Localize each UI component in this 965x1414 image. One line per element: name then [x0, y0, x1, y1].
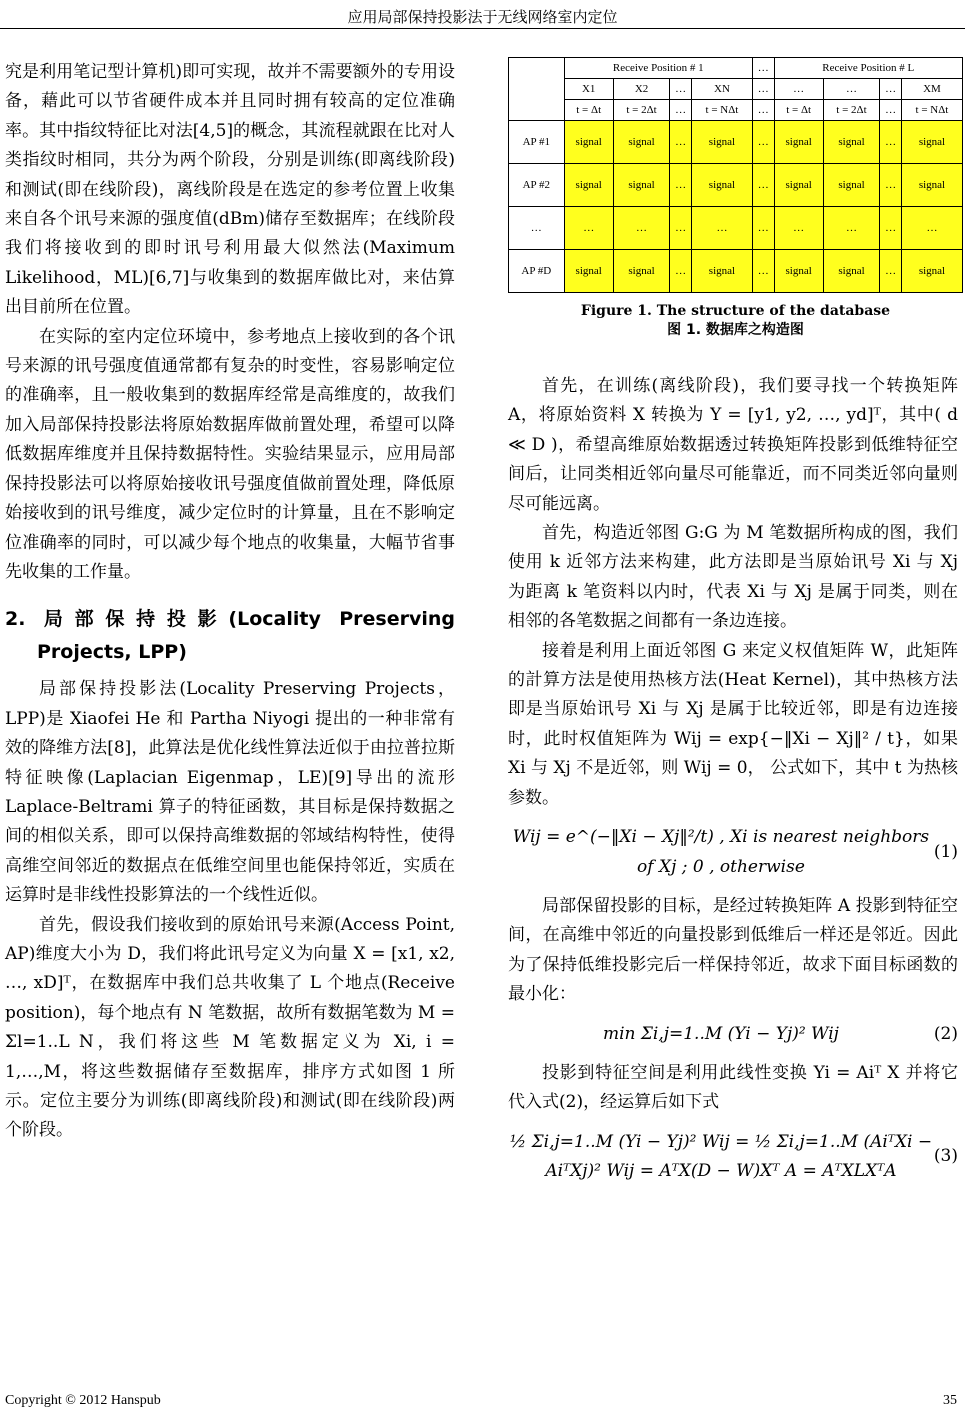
signal-cell: signal: [613, 250, 670, 293]
x-label: XM: [901, 79, 962, 100]
signal-cell: signal: [613, 164, 670, 207]
signal-cell: signal: [564, 164, 613, 207]
signal-cell: signal: [901, 164, 962, 207]
signal-cell: signal: [774, 121, 823, 164]
signal-cell: signal: [823, 164, 880, 207]
x-label: X2: [613, 79, 670, 100]
ellipsis: …: [880, 250, 902, 293]
paragraph: 接着是利用上面近邻图 G 来定义权值矩阵 W，此矩阵的計算方法是使用热核方法(Heat Kernel)，其中热核方法即是当原始讯号 Xi 与 Xj 是属于比较近邻，即是有边连接时，此时权值矩阵为 Wij = exp{−‖Xi − Xj‖² / t}，如果 Xi 与 Xj 不是近邻，则 Wij = 0， 公式如下，其中 t 为热核参数。: [508, 640, 958, 808]
paragraph: 投影到特征空间是利用此线性变换 Yi = Aiᵀ X 并将它代入式(2)，经运算后如下式: [508, 1062, 958, 1113]
signal-cell: signal: [823, 121, 880, 164]
equation-number: (3): [933, 1146, 958, 1167]
equation-2: [508, 1020, 958, 1049]
paragraph: 首先，构造近邻图 G:G 为 M 笔数据所构成的图，我们使用 k 近邻方法来构建，此方法即是当原始讯号 Xi 与 Xj 为距离 k 笔资料以内时，代表 Xi 与 Xj 是属于同类，则在相邻的各笔数据之间都有一条边连接。: [508, 523, 958, 632]
ellipsis: …: [880, 100, 902, 121]
ellipsis: …: [880, 79, 902, 100]
signal-cell: signal: [564, 250, 613, 293]
signal-cell: signal: [613, 121, 670, 164]
time-label: t = 2Δt: [613, 100, 670, 121]
ellipsis: …: [880, 121, 902, 164]
x-label: XN: [691, 79, 752, 100]
ellipsis: …: [752, 79, 774, 100]
page-number: 35: [943, 1393, 957, 1408]
ellipsis: …: [670, 207, 692, 250]
x-label: X1: [564, 79, 613, 100]
time-label: t = Δt: [564, 100, 613, 121]
position-header: Receive Position # 1: [564, 58, 752, 79]
ellipsis: …: [613, 207, 670, 250]
ellipsis: …: [691, 207, 752, 250]
ellipsis: …: [880, 164, 902, 207]
position-header: Receive Position # L: [774, 58, 962, 79]
caption-english: Figure 1. The structure of the database: [580, 303, 891, 319]
ellipsis: …: [752, 207, 774, 250]
equation-body: ½ Σi,j=1..M (Yi − Yj)² Wij = ½ Σi,j=1..M (AiᵀXi − AiᵀXj)² Wij = AᵀX(D − W)Xᵀ A = AᵀXLXᵀA: [509, 1131, 933, 1182]
signal-cell: signal: [691, 121, 752, 164]
ellipsis: …: [901, 207, 962, 250]
right-column: [508, 372, 958, 1197]
ellipsis: …: [670, 79, 692, 100]
ellipsis: …: [823, 79, 880, 100]
equation-3: [508, 1128, 958, 1187]
signal-cell: signal: [774, 164, 823, 207]
paragraph: 首先，在训练(离线阶段)，我们要寻找一个转换矩阵 A，将原始资料 X 转换为 Y = [y1, y2, …, yd]ᵀ，其中( d ≪ D )，希望高维原始数据透过转换矩阵投影到低维特征空间后，让同类相近邻向量尽可能靠近，而不同类近邻向量则尽可能远离。: [508, 376, 958, 514]
ellipsis: …: [823, 207, 880, 250]
paragraph: 局部保留投影的目标，是经过转换矩阵 A 投影到特征空间，在高维中邻近的向量投影到低维后一样还是邻近。因此为了保持低维投影完后一样保持邻近，故求下面目标函数的最小化：: [508, 895, 958, 1005]
equation-body: Wij = e^(−‖Xi − Xj‖²/t) , Xi is nearest neighbors of Xj ; 0 , otherwise: [512, 827, 930, 877]
signal-cell: signal: [691, 164, 752, 207]
ellipsis: …: [670, 100, 692, 121]
ellipsis: …: [564, 207, 613, 250]
copyright: Copyright © 2012 Hanspub: [5, 1393, 161, 1408]
equation-body: min Σi,j=1..M (Yi − Yj)² Wij: [602, 1023, 839, 1044]
row-label: AP #D: [509, 250, 565, 293]
time-label: t = 2Δt: [823, 100, 880, 121]
ellipsis: …: [752, 164, 774, 207]
ellipsis: …: [774, 207, 823, 250]
ellipsis: …: [752, 58, 774, 79]
ellipsis: …: [670, 250, 692, 293]
left-column: [5, 58, 455, 1146]
running-header: 应用局部保持投影法于无线网络室内定位: [347, 8, 618, 26]
time-label: t = NΔt: [901, 100, 962, 121]
ellipsis: …: [880, 207, 902, 250]
equation-number: (1): [933, 841, 958, 862]
row-label: AP #1: [509, 121, 565, 164]
signal-cell: signal: [774, 250, 823, 293]
section-heading: 2. 局部保持投影(Locality Preserving Projects, LPP): [5, 608, 455, 664]
ellipsis: …: [752, 121, 774, 164]
time-label: t = Δt: [774, 100, 823, 121]
ellipsis: …: [752, 250, 774, 293]
signal-cell: signal: [901, 250, 962, 293]
row-label: AP #2: [509, 164, 565, 207]
signal-cell: signal: [564, 121, 613, 164]
ellipsis: …: [670, 164, 692, 207]
ellipsis: …: [774, 79, 823, 100]
figure-caption: [508, 302, 963, 340]
signal-cell: signal: [901, 121, 962, 164]
corner-cell: [509, 58, 565, 121]
equation-number: (2): [933, 1023, 958, 1044]
ellipsis: …: [670, 121, 692, 164]
equation-1: [508, 823, 958, 882]
paragraph: 在实际的室内定位环境中，参考地点上接收到的各个讯号来源的讯号强度值通常都有复杂的时变性，容易影响定位的准确率，且一般收集到的数据库经常是高维度的，故我们加入局部保持投影法将原始数据库做前置处理，希望可以降低数据库维度并且保持数据特性。实验结果显示，应用局部保持投影法可以将原始接收讯号强度值做前置处理，降低原始接收到的讯号维度，减少定位时的计算量，且在不影响定位准确率的同时，可以减少每个地点的收集量，大幅节省事先收集的工作量。: [5, 326, 455, 582]
paragraph: 首先，假设我们接收到的原始讯号来源(Access Point, AP)维度大小为 D，我们将此讯号定义为向量 X = [x1, x2, …, xD]ᵀ，在数据库中我们总共收集了 L 个地点(Receive position)，每个地点有 N 笔数据，故所有数据笔数为 M = Σl=1..L N，我们将这些 M 笔数据定义为 Xi, i = 1,…,M，将这些数据储存至数据库，排序方式如图 1 所示。定位主要分为训练(即离线阶段)和测试(即在线阶段)两个阶段。: [5, 914, 455, 1141]
signal-cell: signal: [823, 250, 880, 293]
paragraph: 究是利用笔记型计算机)即可实现，故并不需要额外的专用设备，藉此可以节省硬件成本并且同时拥有较高的定位准确率。其中指纹特征比对法[4,5]的概念，其流程就跟在比对人类指纹时相同，共分为两个阶段，分别是训练(即离线阶段)和测试(即在线阶段)，离线阶段是在选定的参考位置上收集来自各个讯号来源的强度值(dBm)储存至数据库；在线阶段我们将接收到的即时讯号利用最大似然法(Maximum Likelihood，ML)[6,7]与收集到的数据库做比对，来估算出目前所在位置。: [5, 62, 455, 318]
caption-chinese: 图 1. 数据库之构造图: [667, 322, 804, 338]
time-label: t = NΔt: [691, 100, 752, 121]
paragraph: 局部保持投影法(Locality Preserving Projects，LPP)是 Xiaofei He 和 Partha Niyogi 提出的一种非常有效的降维方法[8]，此算法是优化线性算法近似于由拉普拉斯特征映像(Laplacian Eigenmap，LE)[9]导出的流形 Laplace-Beltrami 算子的特征函数，其目标是保持数据之间的相似关系，即可以保持高维数据的邻域结构特性，使得高维空间邻近的数据点在低维空间里也能保持邻近，实质在运算时是非线性投影算法的一个线性近似。: [5, 679, 455, 906]
header-rule: [0, 28, 965, 29]
database-structure-figure: [508, 57, 963, 293]
row-label: …: [509, 207, 565, 250]
ellipsis: …: [752, 100, 774, 121]
signal-cell: signal: [691, 250, 752, 293]
